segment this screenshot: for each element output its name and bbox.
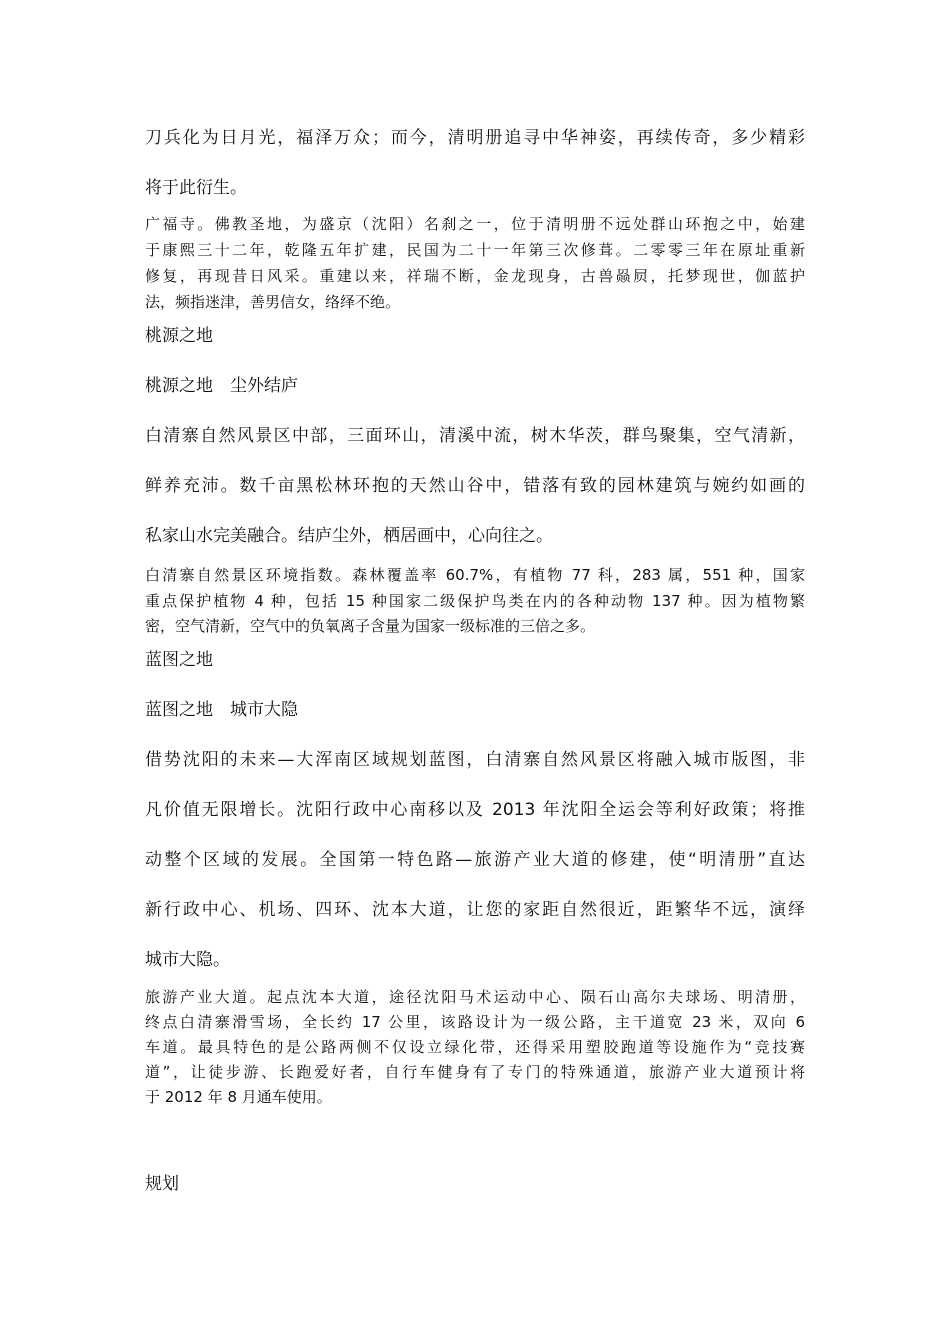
section-heading: 桃源之地 [145, 326, 213, 346]
text-line: 重点保护植物 4 种，包括 15 种国家二级保护鸟类在内的各种动物 137 种。因为植物繁 [145, 592, 805, 610]
text-line: 修复，再现昔日风采。重建以来，祥瑞不断，金龙现身，古兽赑屃，托梦现世，伽蓝护 [145, 267, 805, 285]
text-line: 于 2012 年 8 月通车使用。 [145, 1088, 332, 1106]
text-line: 借势沈阳的未来—大浑南区域规划蓝图，白清寨自然风景区将融入城市版图，非 [145, 750, 805, 770]
text-line: 将于此衍生。 [145, 178, 247, 198]
text-line: 终点白清寨滑雪场，全长约 17 公里，该路设计为一级公路，主干道宽 23 米，双向 6 [145, 1013, 805, 1031]
text-line: 密，空气清新，空气中的负氧离子含量为国家一级标准的三倍之多。 [145, 617, 596, 635]
text-line: 法，频指迷津，善男信女，络绎不绝。 [145, 293, 401, 311]
text-line: 刀兵化为日月光，福泽万众；而今，清明册追寻中华神姿，再续传奇，多少精彩 [145, 128, 805, 148]
text-line: 鲜养充沛。数千亩黑松林环抱的天然山谷中，错落有致的园林建筑与婉约如画的 [145, 476, 805, 496]
text-line: 车道。最具特色的是公路两侧不仅设立绿化带，还得采用塑胶跑道等设施作为“竞技赛 [145, 1038, 805, 1056]
text-line: 新行政中心、机场、四环、沈本大道，让您的家距自然很近，距繁华不远，演绎 [145, 900, 805, 920]
text-line: 广福寺。佛教圣地，为盛京（沈阳）名刹之一，位于清明册不远处群山环抱之中，始建 [145, 215, 805, 233]
text-line: 道”，让徒步游、长跑爱好者，自行车健身有了专门的特殊通道，旅游产业大道预计将 [145, 1063, 805, 1081]
section-heading: 规划 [145, 1174, 179, 1194]
section-subheading: 桃源之地 尘外结庐 [145, 376, 298, 396]
section-heading: 蓝图之地 [145, 650, 213, 670]
text-line: 白清寨自然景区环境指数。森林覆盖率 60.7%，有植物 77 科，283 属，551 种，国家 [145, 566, 805, 584]
section-subheading: 蓝图之地 城市大隐 [145, 700, 298, 720]
text-line: 动整个区域的发展。全国第一特色路—旅游产业大道的修建，使“明清册”直达 [145, 850, 805, 870]
text-line: 旅游产业大道。起点沈本大道，途径沈阳马术运动中心、陨石山高尔夫球场、明清册， [145, 988, 805, 1006]
text-line: 城市大隐。 [145, 950, 230, 970]
text-line: 于康熙三十二年，乾隆五年扩建，民国为二十一年第三次修葺。二零零三年在原址重新 [145, 241, 805, 259]
text-line: 白清寨自然风景区中部，三面环山，清溪中流，树木华茨，群鸟聚集，空气清新， [145, 426, 805, 446]
text-line: 私家山水完美融合。结庐尘外，栖居画中，心向往之。 [145, 526, 553, 546]
text-line: 凡价值无限增长。沈阳行政中心南移以及 2013 年沈阳全运会等利好政策；将推 [145, 800, 805, 820]
